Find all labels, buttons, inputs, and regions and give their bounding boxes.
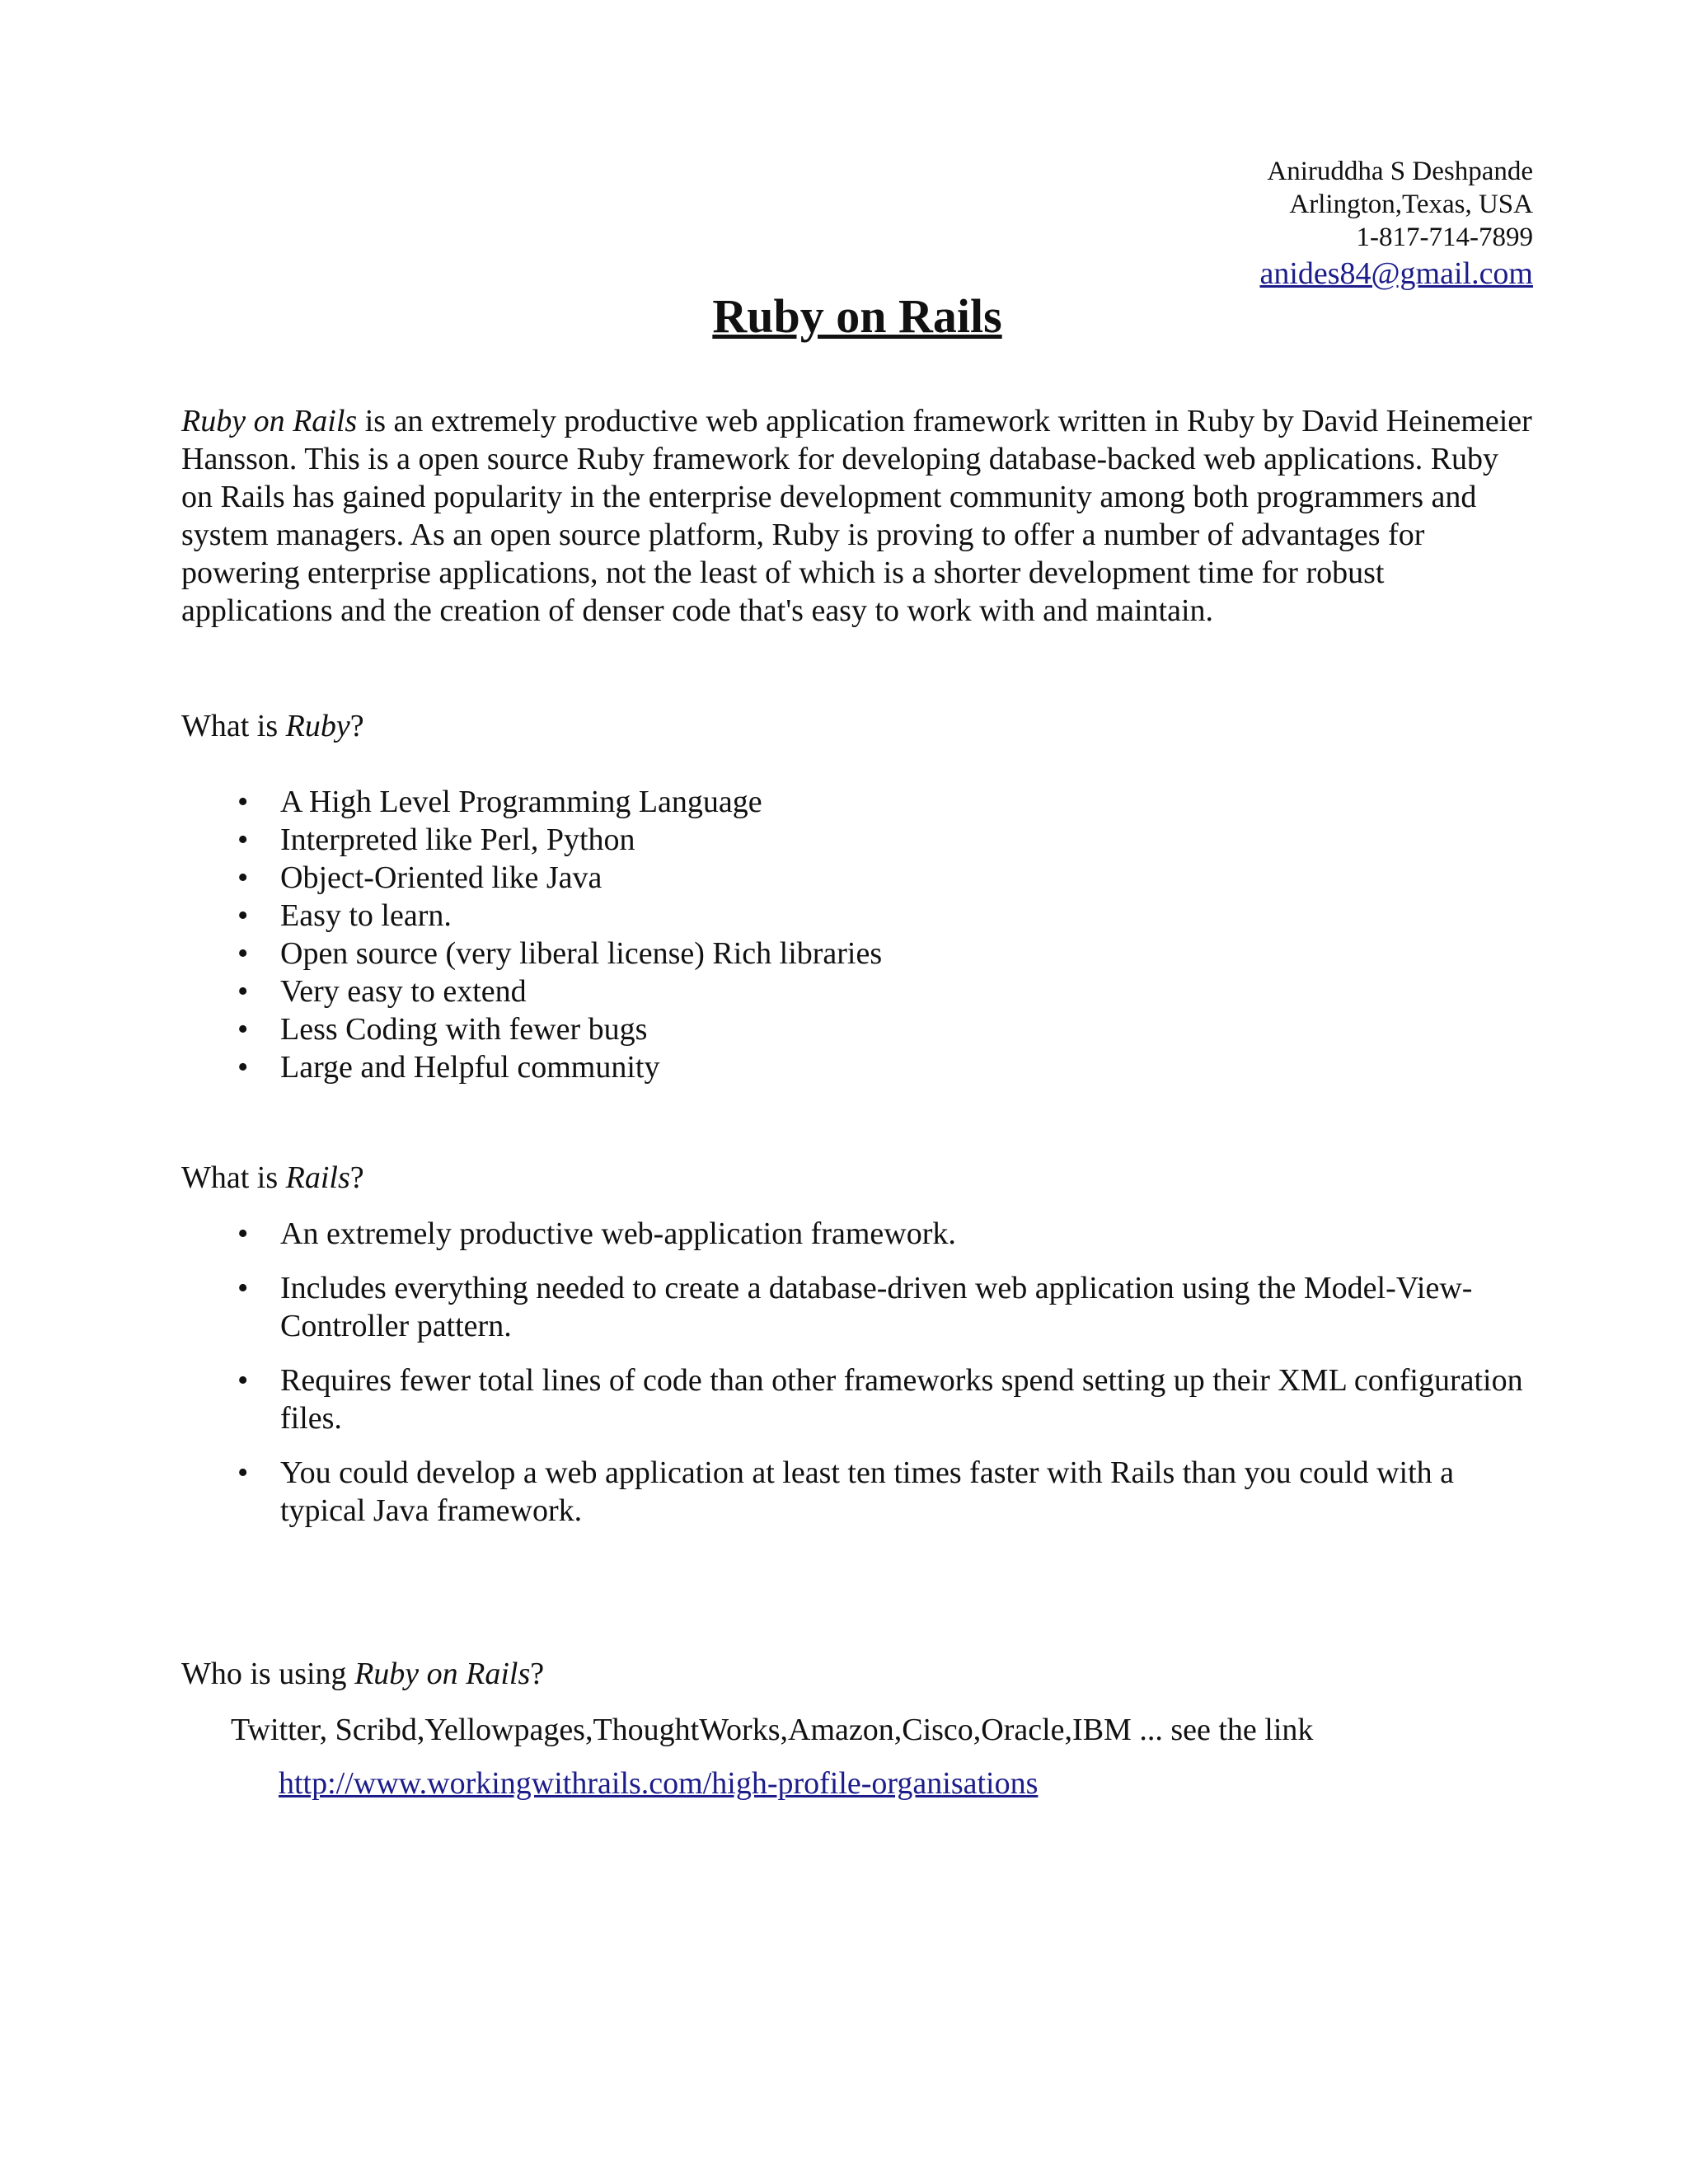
ruby-question-heading <box>181 707 1533 745</box>
list-item: • Easy to learn. <box>181 897 1533 935</box>
users-question-heading <box>181 1655 1533 1693</box>
ruby-question-prefix: What is <box>181 709 286 743</box>
author-location: Arlington,Texas, USA <box>1289 190 1533 219</box>
rails-question-suffix: ? <box>349 1160 364 1195</box>
list-item: • A High Level Programming Language <box>181 783 1533 821</box>
list-item: • Open source (very liberal license) Rich libraries <box>181 935 1533 972</box>
list-item: • Less Coding with fewer bugs <box>181 1010 1533 1048</box>
intro-lead-term: Ruby on Rails <box>181 404 358 438</box>
ruby-question-suffix: ? <box>349 709 364 743</box>
rails-question-heading <box>181 1159 1533 1197</box>
list-item: • An extremely productive web-application framework. <box>181 1215 1533 1253</box>
rails-question-prefix: What is <box>181 1160 286 1195</box>
ruby-features-list <box>181 783 1533 1086</box>
organisations-link[interactable]: http://www.workingwithrails.com/high-profile-organisations <box>279 1766 1039 1801</box>
users-question-term: Ruby on Rails <box>354 1657 531 1691</box>
users-question-prefix: Who is using <box>181 1657 355 1691</box>
list-item: • Includes everything needed to create a database-driven web application using the Model-View-Controller pattern. <box>181 1269 1533 1345</box>
ruby-question-term: Ruby <box>285 709 350 743</box>
list-item: • You could develop a web application at least ten times faster with Rails than you could with a typical Java framework. <box>181 1454 1533 1530</box>
list-item: • Large and Helpful community <box>181 1048 1533 1086</box>
author-phone: 1-817-714-7899 <box>1356 223 1533 252</box>
intro-paragraph <box>181 402 1533 630</box>
page-title: Ruby on Rails <box>712 289 1002 343</box>
contact-block <box>1259 155 1533 293</box>
companies-text: Twitter, Scribd,Yellowpages,ThoughtWorks,Amazon,Cisco,Oracle,IBM ... see the link <box>231 1713 1314 1747</box>
list-item: • Interpreted like Perl, Python <box>181 821 1533 859</box>
intro-body-text: is an extremely productive web application framework written in Ruby by David Heinemeier Hansson. This is a open source Ruby framework for developing database-backed web applications. Ruby on Rails has gained popularity in the enterprise development community among both programmers and system managers. As an open source platform, Ruby is proving to offer a number of advantages for powering enterprise applications, not the least of which is a shorter development time for robust applications and the creation of denser code that's easy to work with and maintain. <box>181 404 1532 628</box>
users-question-suffix: ? <box>530 1657 545 1691</box>
rails-features-list <box>181 1215 1533 1546</box>
list-item: • Requires fewer total lines of code than other frameworks spend setting up their XML configuration files. <box>181 1361 1533 1437</box>
list-item: • Very easy to extend <box>181 972 1533 1010</box>
author-email-link[interactable]: anides84@gmail.com <box>1259 256 1533 291</box>
list-item: • Object-Oriented like Java <box>181 859 1533 897</box>
author-name: Aniruddha S Deshpande <box>1267 157 1533 186</box>
rails-question-term: Rails <box>285 1160 350 1195</box>
